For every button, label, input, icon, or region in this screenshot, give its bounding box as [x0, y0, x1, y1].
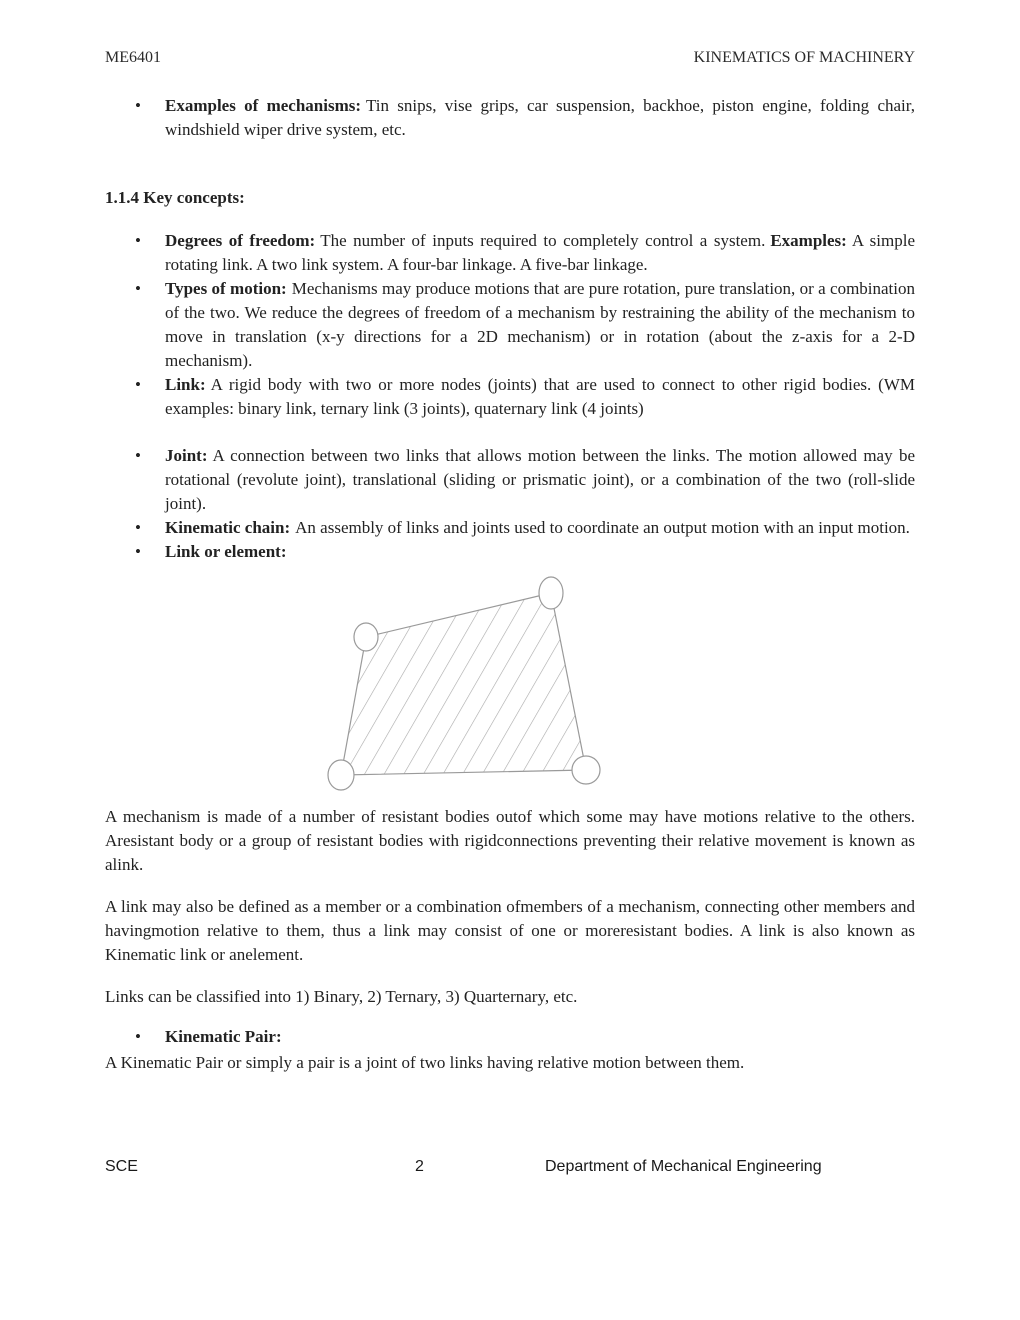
examples-bullet-label: Examples of mechanisms: [165, 96, 362, 115]
footer-page-number: 2 [415, 1158, 424, 1175]
concept-sublabel: Examples: [770, 231, 847, 250]
concept-label: Types of motion: [165, 279, 287, 298]
kinematic-pair-label: Kinematic Pair: [165, 1027, 282, 1046]
examples-bullet-list [105, 94, 915, 142]
examples-bullet-item [105, 94, 915, 142]
section-heading: 1.1.4 Key concepts: [105, 188, 245, 207]
linkage-diagram [325, 570, 610, 805]
kinematic-pair-heading [105, 1025, 915, 1049]
examples-bullet-text: Tin snips, vise grips, car suspension, backhoe, piston engine, folding chair, windshield wiper drive system, etc. [165, 96, 915, 139]
concept-label: Kinematic chain: [165, 518, 291, 537]
key-concept-degrees-of-freedom [105, 229, 915, 277]
paragraph-link-definition: A link may also be defined as a member or a combination ofmembers of a mechanism, connecting other members and havingmotion relative to them, thus a link may consist of one or moreresistant bodies. A link is also known as Kinematic link or anelement. [105, 897, 915, 964]
key-concepts-list [105, 229, 915, 564]
footer-department: Department of Mechanical Engineering [545, 1158, 822, 1175]
concept-label: Degrees of freedom: [165, 231, 316, 250]
concept-label: Joint: [165, 446, 208, 465]
key-concept-kinematic-chain [105, 516, 915, 540]
paragraph-mechanism-definition: A mechanism is made of a number of resistant bodies outof which some may have motions relative to the others. Aresistant body or a group of resistant bodies with rigidconnections preventing their relative movement is known as alink. [105, 807, 915, 874]
concept-text: Mechanisms may produce motions that are pure rotation, pure translation, or a combination of the two. We reduce the degrees of freedom of a mechanism by restraining the ability of the mechanism to move in translation (x-y directions for a 2D mechanism) or in rotation (about the z-axis for a 2-D mechanism). [165, 279, 916, 370]
joint-node-bottom-right [572, 756, 600, 784]
joint-node-left [354, 623, 378, 651]
key-concept-types-of-motion [105, 277, 915, 373]
concept-subtext: A simple rotating link. A two link system. A four-bar linkage. A five-bar linkage. [165, 231, 915, 274]
key-concept-link [105, 373, 915, 421]
paragraph-link-classification: Links can be classified into 1) Binary, 2) Ternary, 3) Quarternary, etc. [105, 987, 578, 1006]
key-concept-joint [105, 444, 915, 516]
concept-text: A connection between two links that allows motion between the links. The motion allowed may be rotational (revolute joint), translational (sliding or prismatic joint), or a combination of the two (roll-slide joint). [165, 446, 915, 513]
concept-text: A rigid body with two or more nodes (joints) that are used to connect to other rigid bodies. (WM examples: binary link, ternary link (3 joints), quaternary link (4 joints) [165, 375, 915, 418]
concept-label: Link or element: [165, 542, 287, 561]
kinematic-pair-bullet-list [105, 1025, 915, 1049]
course-code: ME6401 [105, 49, 161, 66]
concept-label: Link: [165, 375, 206, 394]
footer-org: SCE [105, 1158, 138, 1175]
paragraph-kinematic-pair: A Kinematic Pair or simply a pair is a joint of two links having relative motion between them. [105, 1053, 745, 1072]
concept-text: The number of inputs required to completely control a system. [320, 231, 766, 250]
key-concept-link-or-element [105, 540, 915, 564]
link-body-shape [341, 593, 586, 775]
joint-node-bottom-left [328, 760, 354, 790]
joint-node-top [539, 577, 563, 609]
document-title: KINEMATICS OF MACHINERY [693, 49, 915, 66]
page-header [105, 48, 915, 68]
concept-text: An assembly of links and joints used to coordinate an output motion with an input motion. [295, 518, 910, 537]
quaternary-link-figure [325, 570, 610, 805]
